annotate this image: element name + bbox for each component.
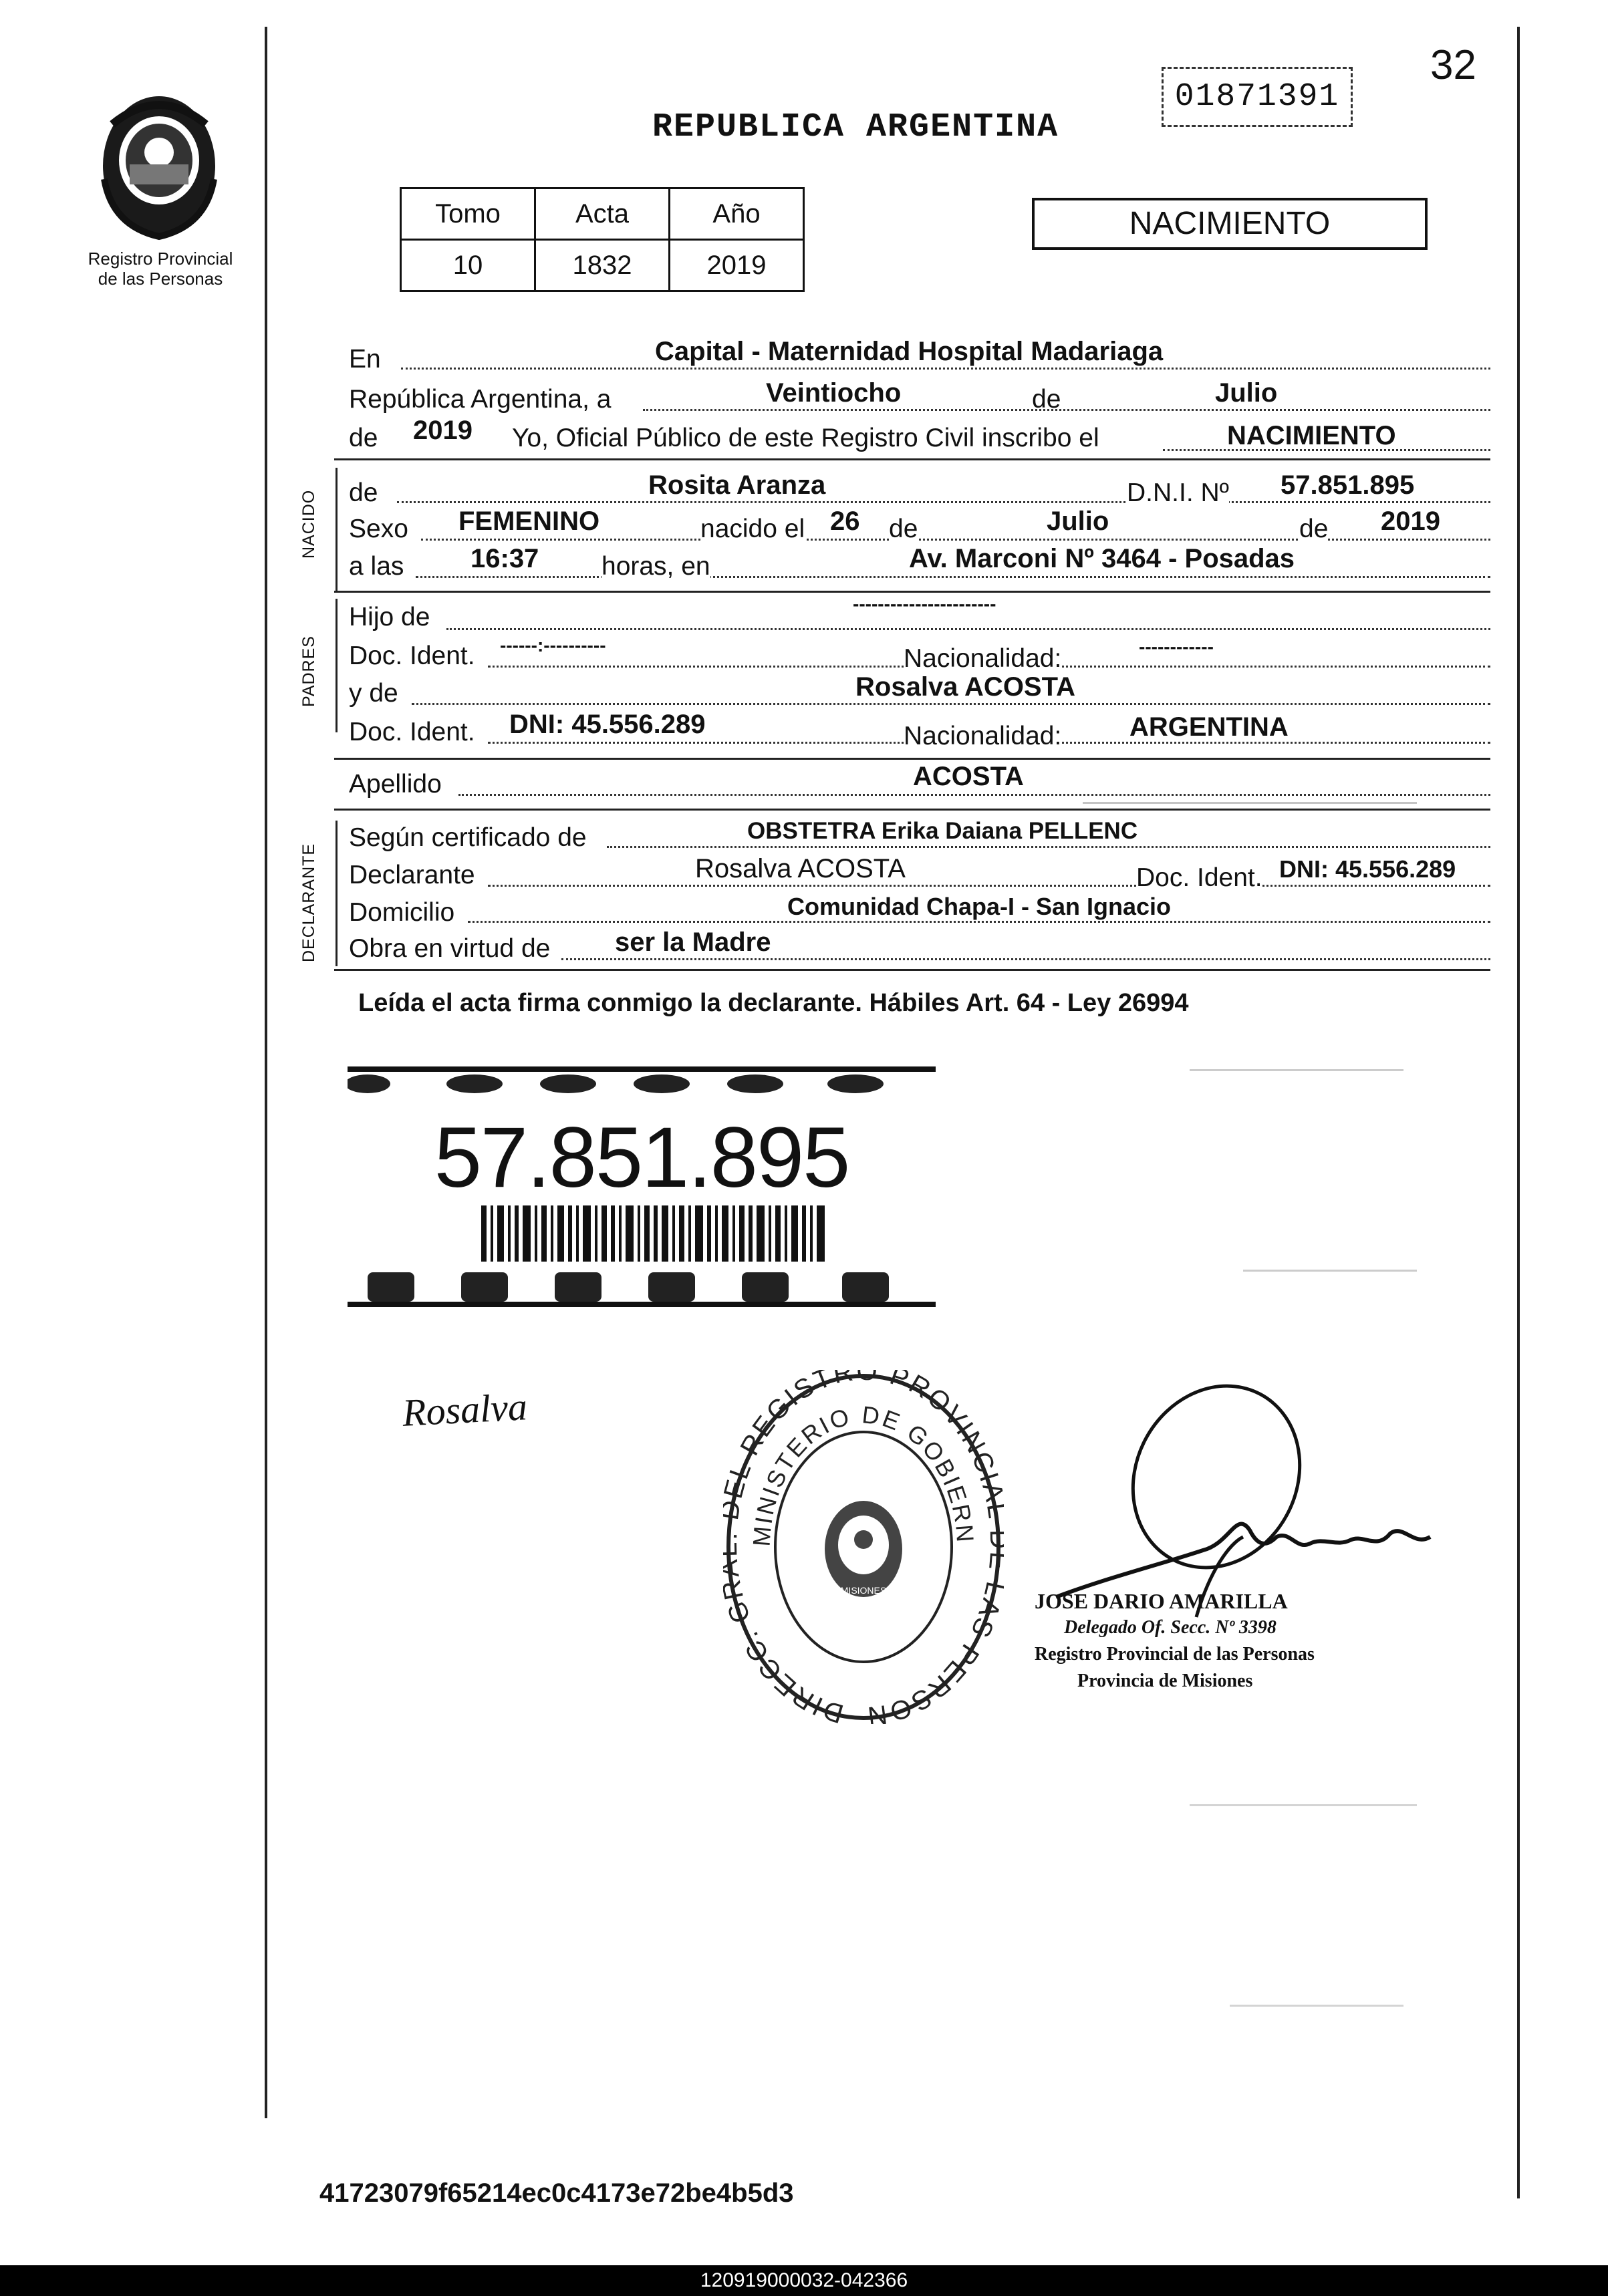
father-name: ----------------------- xyxy=(853,593,996,614)
birth-year: 2019 xyxy=(1381,507,1440,536)
dots-declarante xyxy=(488,885,1490,887)
official-province: Provincia de Misiones xyxy=(1077,1671,1253,1691)
label-doc-mother: Doc. Ident. xyxy=(349,718,475,746)
day-words: Veintiocho xyxy=(766,378,902,408)
country-title: REPUBLICA ARGENTINA xyxy=(652,108,1059,146)
header-anio: Año xyxy=(670,188,804,240)
hash-code: 41723079f65214ec0c4173e72be4b5d3 xyxy=(319,2178,794,2208)
child-dni: 57.851.895 xyxy=(1281,470,1415,500)
mother-name: Rosalva ACOSTA xyxy=(855,672,1075,702)
child-name: Rosita Aranza xyxy=(648,470,826,500)
dots-place xyxy=(401,368,1490,370)
sexo: FEMENINO xyxy=(458,507,600,536)
barcode-sticker xyxy=(348,1066,936,1307)
header-tomo: Tomo xyxy=(401,188,535,240)
mother-nac: ARGENTINA xyxy=(1129,712,1289,742)
registry-logo xyxy=(86,86,233,246)
seal-center-text: MISIONES xyxy=(840,1585,887,1596)
value-tomo: 10 xyxy=(401,240,535,291)
official-seal xyxy=(723,1370,1004,1724)
value-acta: 1832 xyxy=(535,240,670,291)
declarante-bar xyxy=(336,821,338,966)
nacido-bar xyxy=(336,468,338,591)
sticker-bottom-border-icon xyxy=(348,1267,936,1307)
apellido: ACOSTA xyxy=(913,762,1024,791)
label-cert: Según certificado de xyxy=(349,823,587,852)
label-birth-de: de xyxy=(889,515,918,543)
dots-name xyxy=(397,501,1490,503)
official-registry: Registro Provincial de las Personas xyxy=(1035,1644,1315,1665)
birth-time: 16:37 xyxy=(471,544,539,573)
mother-doc: DNI: 45.556.289 xyxy=(509,710,706,739)
place-value: Capital - Maternidad Hospital Madariaga xyxy=(655,337,1164,366)
dots-mother xyxy=(412,703,1490,705)
year: 2019 xyxy=(413,416,473,445)
scan-noise xyxy=(1083,802,1417,804)
birth-address: Av. Marconi Nº 3464 - Posadas xyxy=(909,544,1295,573)
label-nacido-el: nacido el xyxy=(700,515,805,543)
sticker-number: 57.851.895 xyxy=(434,1110,849,1205)
footer-bar xyxy=(0,2265,1608,2296)
label-en: En xyxy=(349,345,381,374)
official-stamp xyxy=(1035,1588,1315,1695)
domicilio: Comunidad Chapa-I - San Ignacio xyxy=(787,893,1172,920)
label-sexo: Sexo xyxy=(349,515,408,543)
declarante-doc: DNI: 45.556.289 xyxy=(1279,855,1456,883)
divider-5 xyxy=(334,969,1490,971)
label-obra: Obra en virtud de xyxy=(349,934,551,963)
dots-father xyxy=(446,628,1490,630)
padres-bar xyxy=(336,599,338,732)
right-frame-line xyxy=(1517,27,1520,2198)
serial-number: 01871391 xyxy=(1162,67,1353,127)
dots-time xyxy=(416,576,1490,578)
label-horas: horas, en xyxy=(601,552,710,581)
section-padres-label: PADRES xyxy=(299,635,318,707)
section-nacido-label: NACIDO xyxy=(299,489,318,559)
birth-month: Julio xyxy=(1047,507,1109,536)
scan-noise xyxy=(1243,1270,1417,1272)
dots-cert xyxy=(607,846,1490,848)
label-domicilio: Domicilio xyxy=(349,898,455,927)
dots-obra xyxy=(561,958,1490,960)
dots-apellido xyxy=(458,794,1490,796)
scan-noise xyxy=(1230,2005,1403,2007)
label-doc-declarante: Doc. Ident. xyxy=(1136,863,1262,892)
divider-3 xyxy=(334,758,1490,760)
obra: ser la Madre xyxy=(615,927,771,957)
event: NACIMIENTO xyxy=(1227,421,1396,450)
registry-name xyxy=(67,249,254,289)
registry-line-1: Registro Provincial xyxy=(88,249,233,269)
scan-noise xyxy=(1190,1069,1403,1071)
left-frame-line xyxy=(265,27,267,2118)
record-type: NACIMIENTO xyxy=(1032,198,1428,250)
official-seal-icon xyxy=(723,1370,1004,1724)
divider-4 xyxy=(334,809,1490,811)
label-de-month: de xyxy=(1032,385,1061,414)
label-nac-father: Nacionalidad: xyxy=(904,644,1062,673)
volume-table-header xyxy=(401,188,804,240)
seal-inner-text: MINISTERIO DE GOBIERN xyxy=(747,1401,980,1548)
registry-line-2: de las Personas xyxy=(98,269,223,289)
official-title: Delegado Of. Secc. Nº 3398 xyxy=(1064,1617,1277,1638)
label-declarante: Declarante xyxy=(349,861,475,889)
official-name: JOSE DARIO AMARILLA xyxy=(1035,1589,1288,1613)
volume-table xyxy=(400,187,805,292)
label-birth-de2: de xyxy=(1299,515,1329,543)
dots-day xyxy=(643,409,1490,411)
birth-day: 26 xyxy=(830,507,860,536)
label-hijo-de: Hijo de xyxy=(349,603,430,631)
label-nac-mother: Nacionalidad: xyxy=(904,722,1062,750)
label-y-de: y de xyxy=(349,679,398,708)
month: Julio xyxy=(1215,378,1278,408)
cert: OBSTETRA Erika Daiana PELLENC xyxy=(747,818,1138,844)
footer-code: 120919000032-042366 xyxy=(700,2269,908,2291)
section-declarante-label: DECLARANTE xyxy=(299,843,318,962)
provincia-de-misiones-crest-icon xyxy=(86,86,233,246)
label-dni: D.N.I. Nº xyxy=(1127,478,1229,507)
label-apellido: Apellido xyxy=(349,770,442,799)
header-acta: Acta xyxy=(535,188,670,240)
label-de-year: de xyxy=(349,424,378,452)
declarant-signature: Rosalva xyxy=(401,1385,529,1435)
label-country: República Argentina, a xyxy=(349,385,612,414)
sticker-top-border-icon xyxy=(348,1066,936,1100)
scan-noise xyxy=(1190,1804,1417,1806)
dots-sexo xyxy=(421,539,1490,541)
dots-domicilio xyxy=(468,921,1490,923)
page-number: 32 xyxy=(1430,42,1476,88)
value-anio: 2019 xyxy=(670,240,804,291)
label-doc-father: Doc. Ident. xyxy=(349,641,475,670)
divider-2 xyxy=(334,591,1490,593)
volume-table-row xyxy=(401,240,804,291)
divider-1 xyxy=(334,458,1490,460)
closing-text: Leída el acta firma conmigo la declarante. Hábiles Art. 64 - Ley 26994 xyxy=(358,989,1189,1017)
declarante-name: Rosalva ACOSTA xyxy=(695,854,906,883)
father-nac: ------------ xyxy=(1139,636,1214,657)
barcode-icon xyxy=(481,1205,829,1262)
label-nacido-de: de xyxy=(349,478,378,507)
father-doc: ------:---------- xyxy=(500,635,606,656)
official-text: Yo, Oficial Público de este Registro Civil inscribo el xyxy=(512,424,1099,452)
seal-outer-text: DIRECC. G L REGISTRO PROVINCI AS PERSON xyxy=(723,1370,1004,1724)
label-a-las: a las xyxy=(349,552,404,581)
